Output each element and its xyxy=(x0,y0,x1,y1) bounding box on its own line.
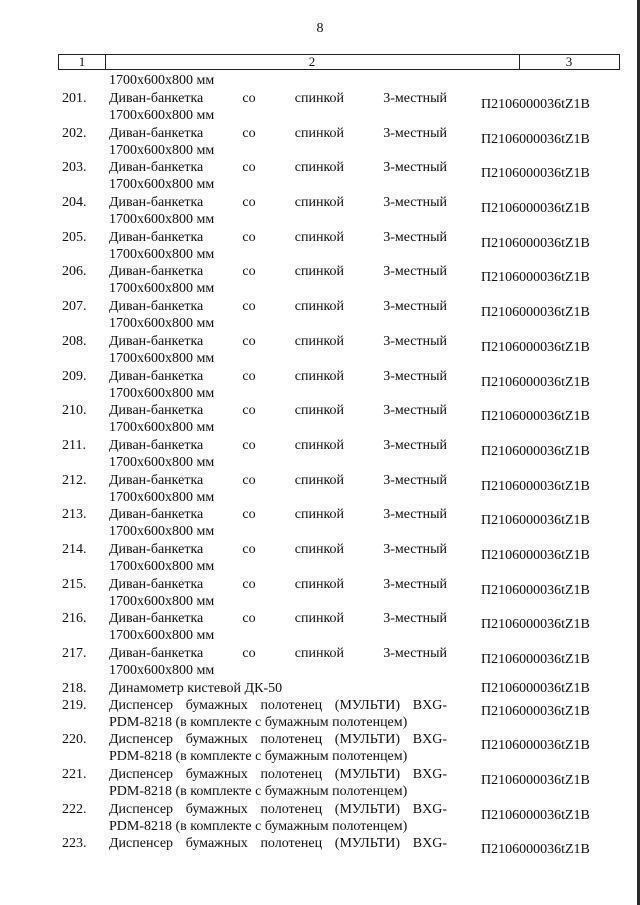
description-word: Диван-банкетка xyxy=(109,125,204,141)
row-code: П2106000036tZ1B xyxy=(481,131,590,147)
description-word: со xyxy=(242,646,256,661)
description-line-1 xyxy=(109,263,447,280)
row-code: П2106000036tZ1B xyxy=(481,773,590,789)
description-line-1 xyxy=(109,402,447,419)
description-word: 3-местный xyxy=(383,264,447,280)
description-line-2: 1700x600x800 мм xyxy=(109,628,215,644)
row-description xyxy=(109,437,447,471)
description-word: спинкой xyxy=(294,160,345,176)
description-word: Диван-банкетка xyxy=(109,541,204,557)
description-word: 3-местный xyxy=(383,195,447,211)
description-word: 3-местный xyxy=(383,472,447,488)
header-col-2: 2 xyxy=(105,55,520,69)
description-word: 3-местный xyxy=(383,333,447,349)
table-row xyxy=(0,402,640,437)
row-code: П2106000036tZ1B xyxy=(481,443,590,459)
row-description xyxy=(109,125,447,159)
row-description: Динамометр кистевой ДК-50 xyxy=(109,680,283,696)
description-word: спинкой xyxy=(294,299,345,315)
description-line-2: PDM-8218 (в комплекте с бумажным полотенцем) xyxy=(109,749,408,765)
row-description xyxy=(109,506,447,540)
row-code: П2106000036tZ1B xyxy=(481,547,590,563)
description-line-2: 1700x600x800 мм xyxy=(109,454,215,470)
description-line-1: Диспенсер бумажных полотенец (МУЛЬТИ) BXG- xyxy=(109,767,447,783)
description-word: Диван-банкетка xyxy=(109,195,204,211)
description-line-2: 1700x600x800 мм xyxy=(109,212,215,228)
table-row xyxy=(0,90,640,125)
row-number: 203. xyxy=(62,160,87,176)
header-col-1: 1 xyxy=(59,55,106,69)
row-code: П2106000036tZ1B xyxy=(481,842,590,858)
description-word: спинкой xyxy=(294,611,345,627)
row-description xyxy=(109,229,447,263)
description-line-2: 1700x600x800 мм xyxy=(109,108,215,123)
row-code: П2106000036tZ1B xyxy=(481,270,590,286)
description-word: спинкой xyxy=(294,333,345,349)
description-word: со xyxy=(242,125,256,141)
description-word: Диван-банкетка xyxy=(109,91,204,106)
row-description xyxy=(109,472,447,506)
table-row xyxy=(0,610,640,645)
table-row xyxy=(0,125,640,160)
description-word: со xyxy=(242,507,256,523)
description-word: 3-местный xyxy=(383,541,447,557)
row-code: П2106000036tZ1B xyxy=(481,738,590,754)
description-line-2: PDM-8218 (в комплекте с бумажным полотенцем) xyxy=(109,818,408,834)
description-word: 3-местный xyxy=(383,646,447,661)
table-row xyxy=(0,731,640,766)
row-code: П2106000036tZ1B xyxy=(481,478,590,494)
row-description xyxy=(109,298,447,332)
row-code: П2106000036tZ1B xyxy=(481,201,590,217)
row-code: П2106000036tZ1B xyxy=(481,166,590,182)
description-line-1 xyxy=(109,472,447,489)
description-line-2: 1700x600x800 мм xyxy=(109,663,215,678)
row-number: 210. xyxy=(62,403,87,419)
header-col-3: 3 xyxy=(565,54,573,69)
description-line-2: 1700x600x800 мм xyxy=(109,385,215,401)
table-row xyxy=(0,680,640,697)
description-line-1: Диспенсер бумажных полотенец (МУЛЬТИ) BXG- xyxy=(109,732,447,748)
description-line-2: 1700x600x800 мм xyxy=(109,350,215,366)
description-word: спинкой xyxy=(294,195,345,211)
row-description xyxy=(109,731,447,765)
description-word: спинкой xyxy=(294,91,345,106)
table-row xyxy=(0,368,640,403)
description-word: Диван-банкетка xyxy=(109,576,204,592)
row-description xyxy=(109,576,447,610)
description-word: Диван-банкетка xyxy=(109,229,204,245)
description-line-1: Диспенсер бумажных полотенец (МУЛЬТИ) BXG- xyxy=(109,836,447,852)
row-number: 219. xyxy=(62,697,87,713)
table-row xyxy=(0,576,640,611)
row-number: 216. xyxy=(62,611,87,627)
description-word: 3-местный xyxy=(383,611,447,627)
description-line-1 xyxy=(109,645,447,662)
row-number: 223. xyxy=(62,836,87,852)
table-row xyxy=(0,801,640,836)
description-word: спинкой xyxy=(294,507,345,523)
description-line-2: 1700x600x800 мм xyxy=(109,524,215,540)
description-word: 3-местный xyxy=(383,403,447,419)
row-number: 208. xyxy=(62,333,87,349)
continuation-line: 1700x600x800 мм xyxy=(109,73,215,88)
table-row xyxy=(0,645,640,680)
row-code: П2106000036tZ1B xyxy=(481,680,590,696)
row-number: 209. xyxy=(62,368,87,384)
row-number: 204. xyxy=(62,195,87,211)
description-word: спинкой xyxy=(294,368,345,384)
description-line-2: 1700x600x800 мм xyxy=(109,142,215,158)
description-word: со xyxy=(242,576,256,592)
row-number: 207. xyxy=(62,299,87,315)
description-word: со xyxy=(242,299,256,315)
table-row xyxy=(0,333,640,368)
description-word: спинкой xyxy=(294,403,345,419)
description-line-2: 1700x600x800 мм xyxy=(109,281,215,297)
description-word: Диван-банкетка xyxy=(109,507,204,523)
row-description xyxy=(109,610,447,644)
description-word: со xyxy=(242,472,256,488)
description-word: Диван-банкетка xyxy=(109,472,204,488)
description-word: спинкой xyxy=(294,646,345,661)
description-line-1: Диспенсер бумажных полотенец (МУЛЬТИ) BXG- xyxy=(109,697,447,713)
description-word: со xyxy=(242,264,256,280)
description-line-2: 1700x600x800 мм xyxy=(109,489,215,505)
dispenser-rows xyxy=(0,697,640,870)
description-line-1 xyxy=(109,90,447,107)
row-number: 211. xyxy=(62,437,86,453)
table-row xyxy=(0,541,640,576)
description-word: 3-местный xyxy=(383,368,447,384)
table-header xyxy=(58,54,620,70)
description-line-1 xyxy=(109,333,447,350)
row-description xyxy=(109,645,447,679)
description-word: со xyxy=(242,229,256,245)
table-body xyxy=(0,72,640,870)
description-word: спинкой xyxy=(294,229,345,245)
row-number: 213. xyxy=(62,507,87,523)
description-word: со xyxy=(242,403,256,419)
row-description xyxy=(109,766,447,800)
row-code: П2106000036tZ1B xyxy=(481,807,590,823)
row-description xyxy=(109,541,447,575)
description-word: со xyxy=(242,333,256,349)
description-word: Диван-банкетка xyxy=(109,160,204,176)
table-row xyxy=(0,194,640,229)
description-line-1: Диспенсер бумажных полотенец (МУЛЬТИ) BXG- xyxy=(109,801,447,817)
table-row xyxy=(0,697,640,732)
row-number: 220. xyxy=(62,732,87,748)
description-line-2: 1700x600x800 мм xyxy=(109,316,215,332)
description-word: со xyxy=(242,541,256,557)
row-number: 212. xyxy=(62,472,87,488)
row-code: П2106000036tZ1B xyxy=(481,235,590,251)
description-word: со xyxy=(242,368,256,384)
row-number: 221. xyxy=(62,767,87,783)
row-number: 222. xyxy=(62,801,87,817)
row-number: 205. xyxy=(62,229,87,245)
row-number: 215. xyxy=(62,576,87,592)
table-row xyxy=(0,835,640,870)
description-word: 3-местный xyxy=(383,299,447,315)
description-word: Диван-банкетка xyxy=(109,264,204,280)
row-code: П2106000036tZ1B xyxy=(481,582,590,598)
row-code: П2106000036tZ1B xyxy=(481,97,590,112)
description-word: 3-местный xyxy=(383,160,447,176)
row-description xyxy=(109,333,447,367)
description-line-1 xyxy=(109,576,447,593)
description-line-2: PDM-8218 (в комплекте с бумажным полотенцем) xyxy=(109,714,408,730)
description-word: спинкой xyxy=(294,541,345,557)
description-line-1 xyxy=(109,368,447,385)
row-number: 214. xyxy=(62,541,87,557)
description-word: 3-местный xyxy=(383,229,447,245)
row-code: П2106000036tZ1B xyxy=(481,339,590,355)
description-word: Диван-банкетка xyxy=(109,403,204,419)
row-code: П2106000036tZ1B xyxy=(481,703,590,719)
row-number: 217. xyxy=(62,646,87,661)
description-word: Диван-банкетка xyxy=(109,646,204,661)
table-row xyxy=(0,437,640,472)
description-line-2: 1700x600x800 мм xyxy=(109,246,215,262)
description-word: 3-местный xyxy=(383,576,447,592)
description-line-2: PDM-8218 (в комплекте с бумажным полотенцем) xyxy=(109,784,408,800)
description-word: 3-местный xyxy=(383,91,447,106)
row-number: 202. xyxy=(62,125,87,141)
description-word: со xyxy=(242,91,256,106)
description-line-2: 1700x600x800 мм xyxy=(109,593,215,609)
description-word: Диван-банкетка xyxy=(109,368,204,384)
description-line-1 xyxy=(109,437,447,454)
description-word: спинкой xyxy=(294,437,345,453)
row-description xyxy=(109,402,447,436)
description-line-1 xyxy=(109,610,447,627)
page-number: 8 xyxy=(316,21,324,36)
row-description xyxy=(109,263,447,297)
table-row xyxy=(0,229,640,264)
description-word: Диван-банкетка xyxy=(109,299,204,315)
row-number: 201. xyxy=(62,91,87,106)
row-code: П2106000036tZ1B xyxy=(481,305,590,321)
row-number: 206. xyxy=(62,264,87,280)
row-description xyxy=(109,159,447,193)
description-word: 3-местный xyxy=(383,507,447,523)
table-row xyxy=(0,263,640,298)
description-line-2: 1700x600x800 мм xyxy=(109,177,215,193)
row-code: П2106000036tZ1B xyxy=(481,513,590,529)
description-word: Диван-банкетка xyxy=(109,437,204,453)
table-row xyxy=(0,766,640,801)
description-word: со xyxy=(242,195,256,211)
row-code: П2106000036tZ1B xyxy=(481,617,590,633)
description-line-1 xyxy=(109,541,447,558)
description-line-1 xyxy=(109,229,447,246)
row-description xyxy=(109,835,447,852)
row-description xyxy=(109,801,447,835)
description-word: Диван-банкетка xyxy=(109,611,204,627)
description-line-2: 1700x600x800 мм xyxy=(109,420,215,436)
row-description xyxy=(109,368,447,402)
description-line-1 xyxy=(109,298,447,315)
description-line-1 xyxy=(109,506,447,523)
description-line-1 xyxy=(109,159,447,176)
description-word: спинкой xyxy=(294,264,345,280)
description-word: 3-местный xyxy=(383,437,447,453)
table-row xyxy=(0,472,640,507)
description-line-1 xyxy=(109,125,447,142)
row-description xyxy=(109,194,447,228)
table-row xyxy=(0,159,640,194)
description-word: спинкой xyxy=(294,472,345,488)
description-word: со xyxy=(242,437,256,453)
description-word: спинкой xyxy=(294,125,345,141)
table-row xyxy=(0,506,640,541)
table-row xyxy=(0,298,640,333)
row-code: П2106000036tZ1B xyxy=(481,409,590,425)
row-code: П2106000036tZ1B xyxy=(481,374,590,390)
row-number: 218. xyxy=(62,680,87,696)
row-code: П2106000036tZ1B xyxy=(481,652,590,667)
description-word: спинкой xyxy=(294,576,345,592)
bench-rows xyxy=(0,90,640,680)
description-line-2: 1700x600x800 мм xyxy=(109,558,215,574)
description-word: со xyxy=(242,160,256,176)
description-word: со xyxy=(242,611,256,627)
row-description xyxy=(109,90,447,124)
description-line-1 xyxy=(109,194,447,211)
description-word: Диван-банкетка xyxy=(109,333,204,349)
description-word: 3-местный xyxy=(383,125,447,141)
row-description xyxy=(109,697,447,731)
